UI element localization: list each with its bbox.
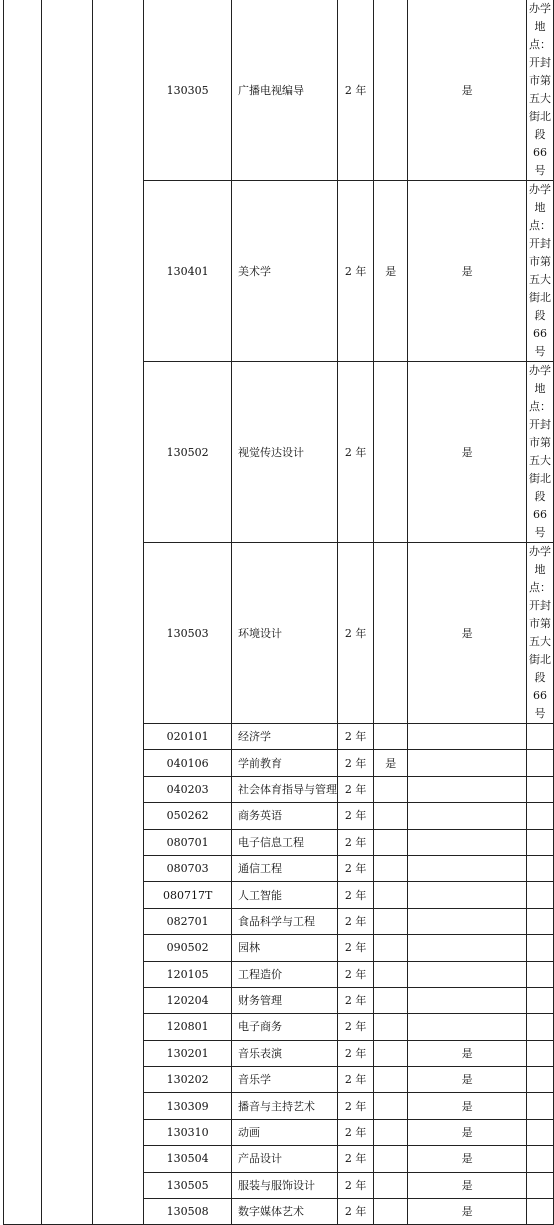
duration-cell: 2 年: [337, 1172, 373, 1198]
major-name-cell: 食品科学与工程: [231, 908, 337, 934]
major-code-cell: 130503: [144, 543, 232, 724]
flag-1-cell: [374, 0, 408, 181]
major-code-cell: 130508: [144, 1199, 232, 1225]
duration-cell: 2 年: [337, 724, 373, 750]
major-code-cell: 082701: [144, 908, 232, 934]
major-name-cell: 电子信息工程: [231, 829, 337, 855]
note-cell: [527, 908, 554, 934]
major-code-cell: 050262: [144, 803, 232, 829]
major-name-cell: 音乐学: [231, 1067, 337, 1093]
note-cell: [527, 1172, 554, 1198]
table-row: [4, 0, 554, 181]
flag-1-cell: [374, 543, 408, 724]
flag-2-cell: [408, 987, 527, 1013]
major-code-cell: 120204: [144, 987, 232, 1013]
note-cell: [527, 882, 554, 908]
major-name-cell: 学前教育: [231, 750, 337, 776]
duration-cell: 2 年: [337, 935, 373, 961]
flag-1-cell: [374, 855, 408, 881]
note-cell: [527, 1014, 554, 1040]
flag-2-cell: [408, 803, 527, 829]
note-cell: [527, 776, 554, 802]
flag-2-cell: [408, 724, 527, 750]
flag-2-cell: [408, 855, 527, 881]
major-name-cell: 播音与主持艺术: [231, 1093, 337, 1119]
major-name-cell: 产品设计: [231, 1146, 337, 1172]
flag-1-cell: [374, 803, 408, 829]
program-table-body: [4, 0, 554, 1225]
duration-cell: 2 年: [337, 1014, 373, 1040]
duration-cell: 2 年: [337, 776, 373, 802]
flag-2-cell: 是: [408, 1119, 527, 1145]
flag-2-cell: 是: [408, 1172, 527, 1198]
flag-2-cell: [408, 776, 527, 802]
flag-2-cell: [408, 908, 527, 934]
note-cell: [527, 724, 554, 750]
flag-1-cell: [374, 1119, 408, 1145]
major-name-cell: 园林: [231, 935, 337, 961]
duration-cell: 2 年: [337, 1067, 373, 1093]
duration-cell: 2 年: [337, 543, 373, 724]
note-cell: [527, 1146, 554, 1172]
major-code-cell: 020101: [144, 724, 232, 750]
duration-cell: 2 年: [337, 362, 373, 543]
duration-cell: 2 年: [337, 803, 373, 829]
note-cell: [527, 1067, 554, 1093]
note-cell: 办学地点：开封市第五大街北段 66 号: [527, 181, 554, 362]
note-cell: [527, 961, 554, 987]
major-code-cell: 130401: [144, 181, 232, 362]
major-code-cell: 130201: [144, 1040, 232, 1066]
flag-2-cell: 是: [408, 1093, 527, 1119]
major-code-cell: 130309: [144, 1093, 232, 1119]
duration-cell: 2 年: [337, 1199, 373, 1225]
left-margin-cell: [4, 0, 42, 1225]
duration-cell: 2 年: [337, 1146, 373, 1172]
flag-1-cell: [374, 362, 408, 543]
flag-2-cell: 是: [408, 181, 527, 362]
flag-2-cell: 是: [408, 543, 527, 724]
note-cell: 办学地点：开封市第五大街北段 66 号: [527, 0, 554, 181]
duration-cell: 2 年: [337, 1040, 373, 1066]
note-cell: [527, 1199, 554, 1225]
major-name-cell: 视觉传达设计: [231, 362, 337, 543]
note-cell: [527, 1040, 554, 1066]
flag-2-cell: 是: [408, 1146, 527, 1172]
program-table: [3, 0, 554, 1225]
flag-1-cell: [374, 776, 408, 802]
major-code-cell: 040203: [144, 776, 232, 802]
flag-1-cell: [374, 908, 408, 934]
flag-1-cell: [374, 961, 408, 987]
major-name-cell: 人工智能: [231, 882, 337, 908]
flag-2-cell: 是: [408, 1040, 527, 1066]
flag-1-cell: [374, 1199, 408, 1225]
major-name-cell: 财务管理: [231, 987, 337, 1013]
duration-cell: 2 年: [337, 750, 373, 776]
major-code-cell: 130505: [144, 1172, 232, 1198]
major-code-cell: 130202: [144, 1067, 232, 1093]
flag-2-cell: [408, 1014, 527, 1040]
flag-1-cell: [374, 1172, 408, 1198]
major-code-cell: 120105: [144, 961, 232, 987]
note-cell: [527, 1093, 554, 1119]
major-name-cell: 商务英语: [231, 803, 337, 829]
flag-1-cell: 是: [374, 181, 408, 362]
major-name-cell: 音乐表演: [231, 1040, 337, 1066]
flag-1-cell: [374, 987, 408, 1013]
flag-2-cell: [408, 750, 527, 776]
flag-2-cell: [408, 882, 527, 908]
major-code-cell: 120801: [144, 1014, 232, 1040]
major-code-cell: 130310: [144, 1119, 232, 1145]
flag-1-cell: [374, 1093, 408, 1119]
major-name-cell: 工程造价: [231, 961, 337, 987]
flag-1-cell: 是: [374, 750, 408, 776]
major-name-cell: 美术学: [231, 181, 337, 362]
duration-cell: 2 年: [337, 1093, 373, 1119]
duration-cell: 2 年: [337, 855, 373, 881]
duration-cell: 2 年: [337, 908, 373, 934]
major-code-cell: 080717T: [144, 882, 232, 908]
major-name-cell: 广播电视编导: [231, 0, 337, 181]
duration-cell: 2 年: [337, 1119, 373, 1145]
note-cell: [527, 935, 554, 961]
flag-1-cell: [374, 1067, 408, 1093]
major-code-cell: 040106: [144, 750, 232, 776]
major-name-cell: 动画: [231, 1119, 337, 1145]
major-name-cell: 社会体育指导与管理: [231, 776, 337, 802]
flag-1-cell: [374, 829, 408, 855]
duration-cell: 2 年: [337, 882, 373, 908]
major-name-cell: 环境设计: [231, 543, 337, 724]
note-cell: [527, 829, 554, 855]
flag-2-cell: [408, 961, 527, 987]
duration-cell: 2 年: [337, 0, 373, 181]
major-code-cell: 080701: [144, 829, 232, 855]
flag-2-cell: [408, 935, 527, 961]
flag-2-cell: [408, 829, 527, 855]
flag-1-cell: [374, 935, 408, 961]
flag-1-cell: [374, 1014, 408, 1040]
note-cell: 办学地点：开封市第五大街北段 66 号: [527, 543, 554, 724]
major-name-cell: 电子商务: [231, 1014, 337, 1040]
major-name-cell: 经济学: [231, 724, 337, 750]
duration-cell: 2 年: [337, 829, 373, 855]
flag-2-cell: 是: [408, 1199, 527, 1225]
major-name-cell: 通信工程: [231, 855, 337, 881]
duration-cell: 2 年: [337, 181, 373, 362]
flag-1-cell: [374, 1146, 408, 1172]
note-cell: 办学地点：开封市第五大街北段 66 号: [527, 362, 554, 543]
major-name-cell: 服装与服饰设计: [231, 1172, 337, 1198]
group-cell: [41, 0, 92, 1225]
note-cell: [527, 750, 554, 776]
flag-2-cell: 是: [408, 1067, 527, 1093]
flag-1-cell: [374, 724, 408, 750]
note-cell: [527, 987, 554, 1013]
major-code-cell: 080703: [144, 855, 232, 881]
spacer-cell: [93, 0, 144, 1225]
flag-2-cell: 是: [408, 362, 527, 543]
note-cell: [527, 1119, 554, 1145]
major-code-cell: 130502: [144, 362, 232, 543]
major-code-cell: 090502: [144, 935, 232, 961]
duration-cell: 2 年: [337, 987, 373, 1013]
flag-2-cell: 是: [408, 0, 527, 181]
flag-1-cell: [374, 882, 408, 908]
major-code-cell: 130305: [144, 0, 232, 181]
duration-cell: 2 年: [337, 961, 373, 987]
note-cell: [527, 855, 554, 881]
major-name-cell: 数字媒体艺术: [231, 1199, 337, 1225]
major-code-cell: 130504: [144, 1146, 232, 1172]
flag-1-cell: [374, 1040, 408, 1066]
note-cell: [527, 803, 554, 829]
